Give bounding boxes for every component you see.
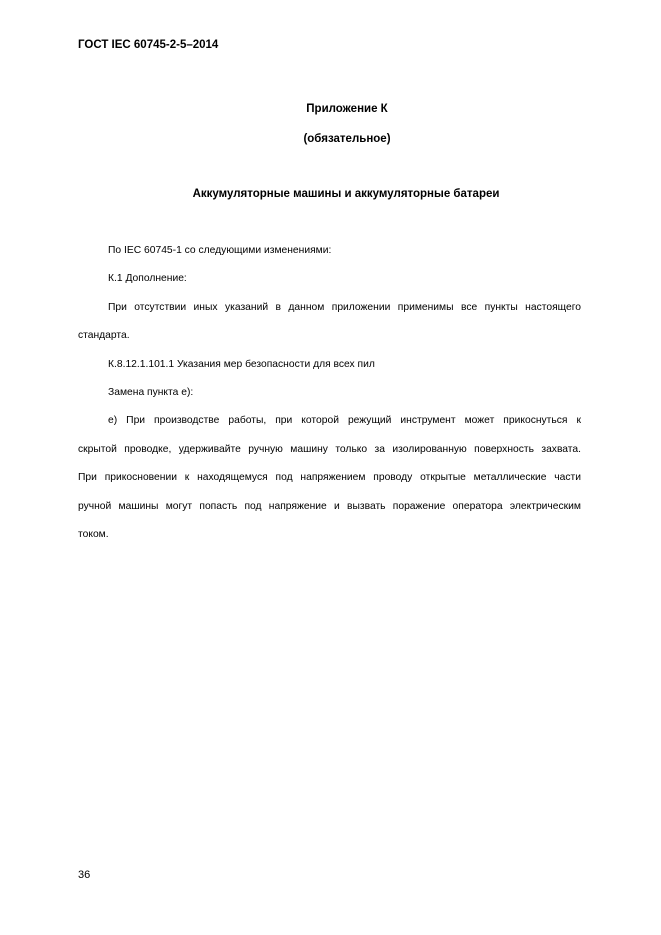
paragraph-warning-line-4: ручной машины могут попасть под напряжение и вызвать поражение оператора электрическим xyxy=(78,500,581,512)
annex-heading: Аккумуляторные машины и аккумуляторные батареи xyxy=(192,188,500,200)
paragraph-intro: По IEC 60745-1 со следующими изменениями: xyxy=(108,245,332,256)
annex-title: Приложение К xyxy=(306,103,388,115)
annex-status: (обязательное) xyxy=(303,133,391,145)
paragraph-scope-end: стандарта. xyxy=(78,330,130,342)
paragraph-warning-line-5: током. xyxy=(78,529,109,541)
page-number: 36 xyxy=(78,869,91,881)
paragraph-scope-line: При отсутствии иных указаний в данном приложении применимы все пункты настоящего xyxy=(108,301,581,313)
paragraph-k1: К.1 Дополнение: xyxy=(108,273,187,285)
body-text xyxy=(78,237,581,549)
paragraph-replacement: Замена пункта е): xyxy=(108,387,194,399)
standard-code-header: ГОСТ IEC 60745-2-5–2014 xyxy=(78,39,219,51)
paragraph-warning-line-3: При прикосновении к находящемуся под напряжением проводу открытые металлические части xyxy=(78,472,581,484)
paragraph-warning-line-1: е) При производстве работы, при которой режущий инструмент может прикоснуться к xyxy=(108,415,581,427)
paragraph-clause: К.8.12.1.101.1 Указания мер безопасности для всех пил xyxy=(108,358,375,370)
paragraph-warning-line-2: скрытой проводке, удерживайте ручную машину только за изолированную поверхность захвата. xyxy=(78,443,581,455)
